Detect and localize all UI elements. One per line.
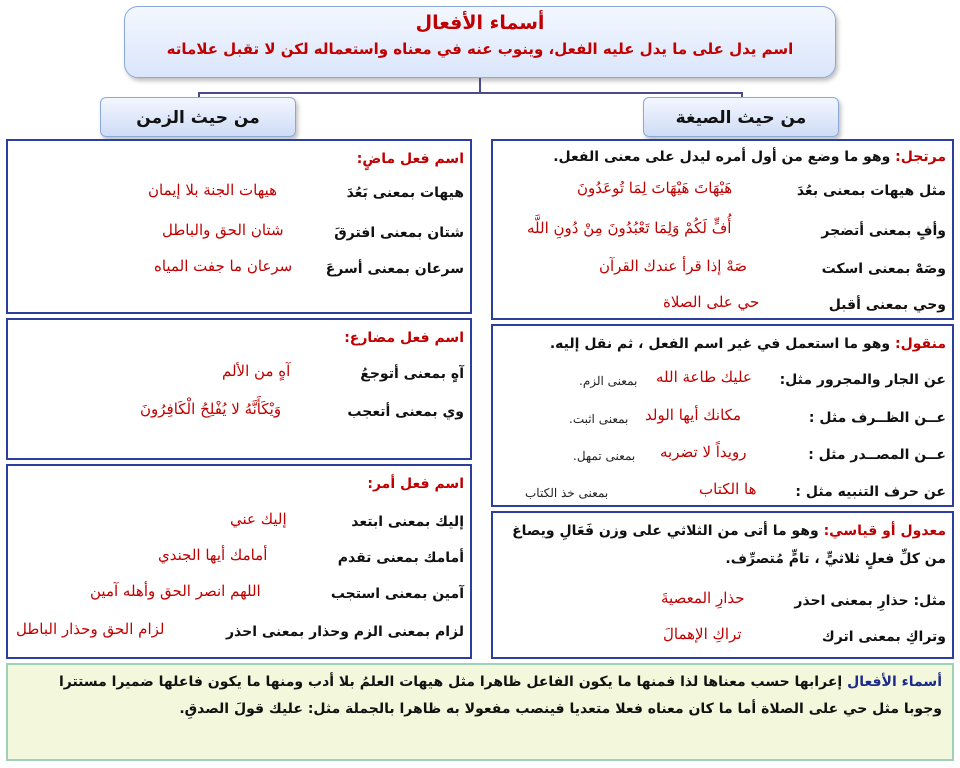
manqul-row: عــن المصــدر مثل : <box>808 447 946 463</box>
mudari-example: آهٍ من الألم <box>222 362 291 380</box>
manqul-row: عــن الظــرف مثل : <box>808 410 946 426</box>
maadul-example: حذارِ المعصيةَ <box>661 589 745 607</box>
tab-form: من حيث الصيغة <box>643 97 839 137</box>
page-title: أسماء الأفعال <box>415 12 545 34</box>
murtajal-example: صَهْ إذا قرأ عندك القرآن <box>599 257 747 275</box>
manqul-example: رويداً لا تضربه <box>660 443 747 461</box>
manqul-label: منقول: <box>895 336 946 352</box>
maadul-box <box>491 511 954 659</box>
amr-example: اللهم انصر الحق وأهله آمين <box>90 582 261 600</box>
manqul-note: بمعنى الزم. <box>579 374 638 388</box>
murtajal-label: مرتجل: <box>895 149 946 165</box>
manqul-heading <box>550 336 946 352</box>
title-banner <box>124 6 836 78</box>
madi-label: اسم فعل ماضٍ: <box>356 151 464 167</box>
amr-example: إليك عني <box>230 510 287 528</box>
manqul-row: عن الجار والمجرور مثل: <box>779 372 946 388</box>
amr-row: إليك بمعنى ابتعد <box>351 514 464 530</box>
murtajal-row: مثل هيهات بمعنى بعُدَ <box>796 183 946 199</box>
manqul-row: عن حرف التنبيه مثل : <box>795 484 946 500</box>
mudari-example: وَيْكَأَنَّهُ لا يُفْلِحُ الْكَافِرُونَ <box>140 400 282 418</box>
manqul-note: بمعنى اثبت. <box>569 412 629 426</box>
manqul-desc: وهو ما استعمل في غير اسم الفعل ، ثم نقل إليه. <box>549 336 896 352</box>
amr-box <box>6 464 472 659</box>
manqul-example: عليك طاعة الله <box>656 368 752 386</box>
maadul-example: تراكِ الإهمالَ <box>663 625 742 643</box>
amr-row: آمين بمعنى استجب <box>330 586 464 602</box>
murtajal-box <box>491 139 954 320</box>
murtajal-row: وصَهْ بمعنى اسكت <box>821 261 946 277</box>
maadul-label: معدول أو قياسي: <box>823 523 946 539</box>
maadul-row: وتراكِ بمعنى اترك <box>821 629 946 645</box>
madi-row: سرعان بمعنى أسرعَ <box>325 261 464 277</box>
amr-row: أمامك بمعنى تقدم <box>337 550 464 566</box>
amr-label: اسم فعل أمر: <box>367 476 464 492</box>
manqul-example: مكانك أيها الولد <box>645 406 741 424</box>
irab-note <box>6 663 954 761</box>
murtajal-row: وحي بمعنى أقبل <box>828 297 946 313</box>
madi-example: هيهات الجنة بلا إيمان <box>148 181 278 199</box>
maadul-desc: وهو ما أتى من الثلاثي على وزن فَعَالِ ويصاغ <box>512 523 824 539</box>
mudari-row: آهٍ بمعنى أتوجعُ <box>360 366 464 382</box>
madi-row: هيهات بمعنى بَعُدَ <box>346 185 464 201</box>
maadul-row: مثل: حذارِ بمعنى احذر <box>794 593 946 609</box>
manqul-note: بمعنى خذ الكتاب <box>525 486 609 500</box>
murtajal-example: أُفٍّ لَكُمْ وَلِمَا تَعْبُدُونَ مِنْ دُونِ اللَّه <box>527 219 732 237</box>
amr-row: لزام بمعنى الزم وحذار بمعنى احذر <box>225 624 464 640</box>
murtajal-example: هَيْهَاتَ هَيْهَاتَ لِمَا تُوعَدُونَ <box>577 179 733 197</box>
mudari-row: وي بمعنى أتعجب <box>347 404 464 420</box>
amr-example: أمامك أيها الجندي <box>158 546 268 564</box>
maadul-desc-2: من كلِّ فعلٍ ثلاثيٍّ ، تامٍّ مُتصرِّف. <box>725 551 946 567</box>
madi-box <box>6 139 472 314</box>
maadul-heading <box>512 523 946 539</box>
madi-row: شتان بمعنى افترقَ <box>334 225 464 241</box>
manqul-note: بمعنى تمهل. <box>573 449 636 463</box>
madi-example: سرعان ما جفت المياه <box>154 257 293 275</box>
amr-example: لزام الحق وحذار الباطل <box>16 620 165 638</box>
manqul-box <box>491 324 954 507</box>
irab-text: إعرابها حسب معناها لذا فمنها ما يكون الفاعل ظاهرا مثل هيهات العلمُ بلا أدب ومنها ما يكون فاعلها ضميرا مستترا وجوبا مثل حي على الصلاة أما ما كان معناه فعلا متعديا فينصب مفعولا به ظاهرا بالجملة مثل: عليك قولَ الصدقِ. <box>58 674 942 717</box>
mudari-label: اسم فعل مضارع: <box>344 330 464 346</box>
murtajal-heading <box>553 149 946 165</box>
murtajal-row: وأفٍ بمعنى أتضجر <box>821 223 946 239</box>
murtajal-example: حي على الصلاة <box>663 293 760 311</box>
tab-time: من حيث الزمن <box>100 97 296 137</box>
manqul-example: ها الكتاب <box>699 480 757 498</box>
irab-term: أسماء الأفعال <box>847 674 942 690</box>
murtajal-desc: وهو ما وضع من أول أمره ليدل على معنى الفعل. <box>553 149 896 165</box>
connector-line <box>479 78 481 92</box>
madi-example: شتان الحق والباطل <box>162 221 284 239</box>
mudari-box <box>6 318 472 460</box>
connector-line <box>198 92 743 94</box>
definition-text: اسم يدل على ما يدل عليه الفعل، وينوب عنه في معناه واستعماله لكن لا تقبل علاماته <box>166 40 794 58</box>
